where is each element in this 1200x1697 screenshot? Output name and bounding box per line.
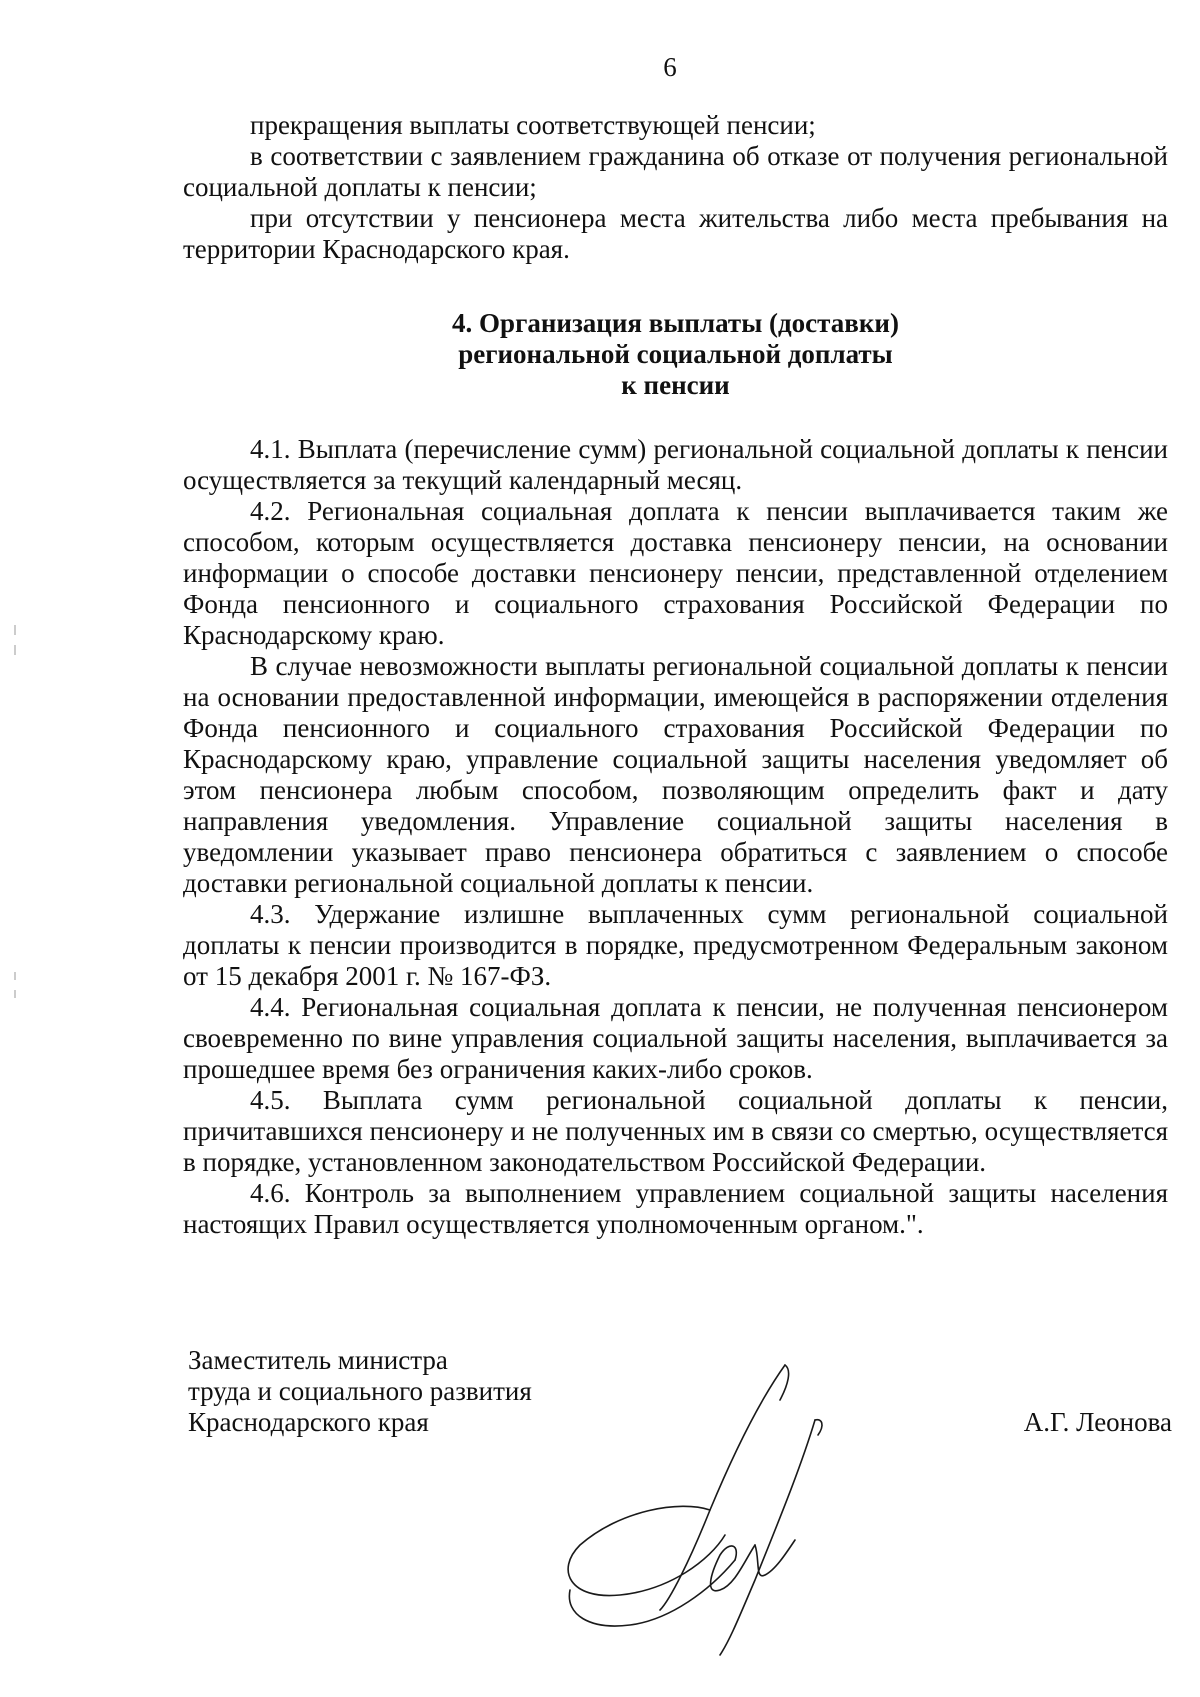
paragraph-2: в соответствии с заявлением гражданина об отказе от получения региональной социальной доплаты к пенсии;: [183, 141, 1168, 202]
position-line-3: Краснодарского края: [188, 1407, 429, 1437]
section-heading: [183, 308, 1168, 401]
page-number: 6: [663, 52, 677, 82]
heading-line-1: 4. Организация выплаты (доставки): [452, 308, 899, 338]
clause-4-1: 4.1. Выплата (перечисление сумм) региональной социальной доплаты к пенсии осуществляется за текущий календарный месяц.: [183, 434, 1168, 495]
clause-4-3: 4.3. Удержание излишне выплаченных сумм региональной социальной доплаты к пенсии производится в порядке, предусмотренном Федеральным законом от 15 декабря 2001 г. № 167-ФЗ.: [183, 899, 1168, 991]
handwritten-signature-icon: [560, 1360, 890, 1660]
clause-4-2: 4.2. Региональная социальная доплата к пенсии выплачивается таким же способом, которым осуществляется доставка пенсионеру пенсии, на основании информации о способе доставки пенсионеру пенсии, представленной отделением Фонда пенсионного и социального страхования Российской Федерации по Краснодарскому краю.: [183, 496, 1168, 650]
clause-4-5: 4.5. Выплата сумм региональной социальной доплаты к пенсии, причитавшихся пенсионеру и не полученных им в связи со смертью, осуществляется в порядке, установленном законодательством Российской Федерации.: [183, 1085, 1168, 1177]
heading-line-3: к пенсии: [621, 370, 730, 400]
clause-4-2-continued: В случае невозможности выплаты региональной социальной доплаты к пенсии на основании предоставленной информации, имеющейся в распоряжении отделения Фонда пенсионного и социального страхования Российской Федерации по Краснодарскому краю, управление социальной защиты населения уведомляет об этом пенсионера любым способом, позволяющим определить факт и дату направления уведомления. Управление социальной защиты населения в уведомлении указывает право пенсионера обратиться с заявлением о способе доставки региональной социальной доплаты к пенсии.: [183, 651, 1168, 898]
position-line-2: труда и социального развития: [188, 1376, 532, 1406]
paragraph-3: при отсутствии у пенсионера места жительства либо места пребывания на территории Краснодарского края.: [183, 203, 1168, 264]
paragraph-1: прекращения выплаты соответствующей пенсии;: [250, 110, 816, 140]
position-line-1: Заместитель министра: [188, 1345, 448, 1375]
clause-4-6: 4.6. Контроль за выполнением управлением социальной защиты населения настоящих Правил осуществляется уполномоченным органом.".: [183, 1178, 1168, 1239]
signatory-position: [188, 1345, 532, 1438]
signatory-name: А.Г. Леонова: [1023, 1407, 1172, 1437]
section-body: [183, 434, 1168, 1240]
heading-line-2: региональной социальной доплаты: [458, 339, 893, 369]
top-paragraphs: [183, 110, 1168, 265]
clause-4-4: 4.4. Региональная социальная доплата к пенсии, не полученная пенсионером своевременно по вине управления социальной защиты населения, выплачивается за прошедшее время без ограничения каких-либо сроков.: [183, 992, 1168, 1084]
scan-margin-marks-icon: [10, 0, 20, 1697]
